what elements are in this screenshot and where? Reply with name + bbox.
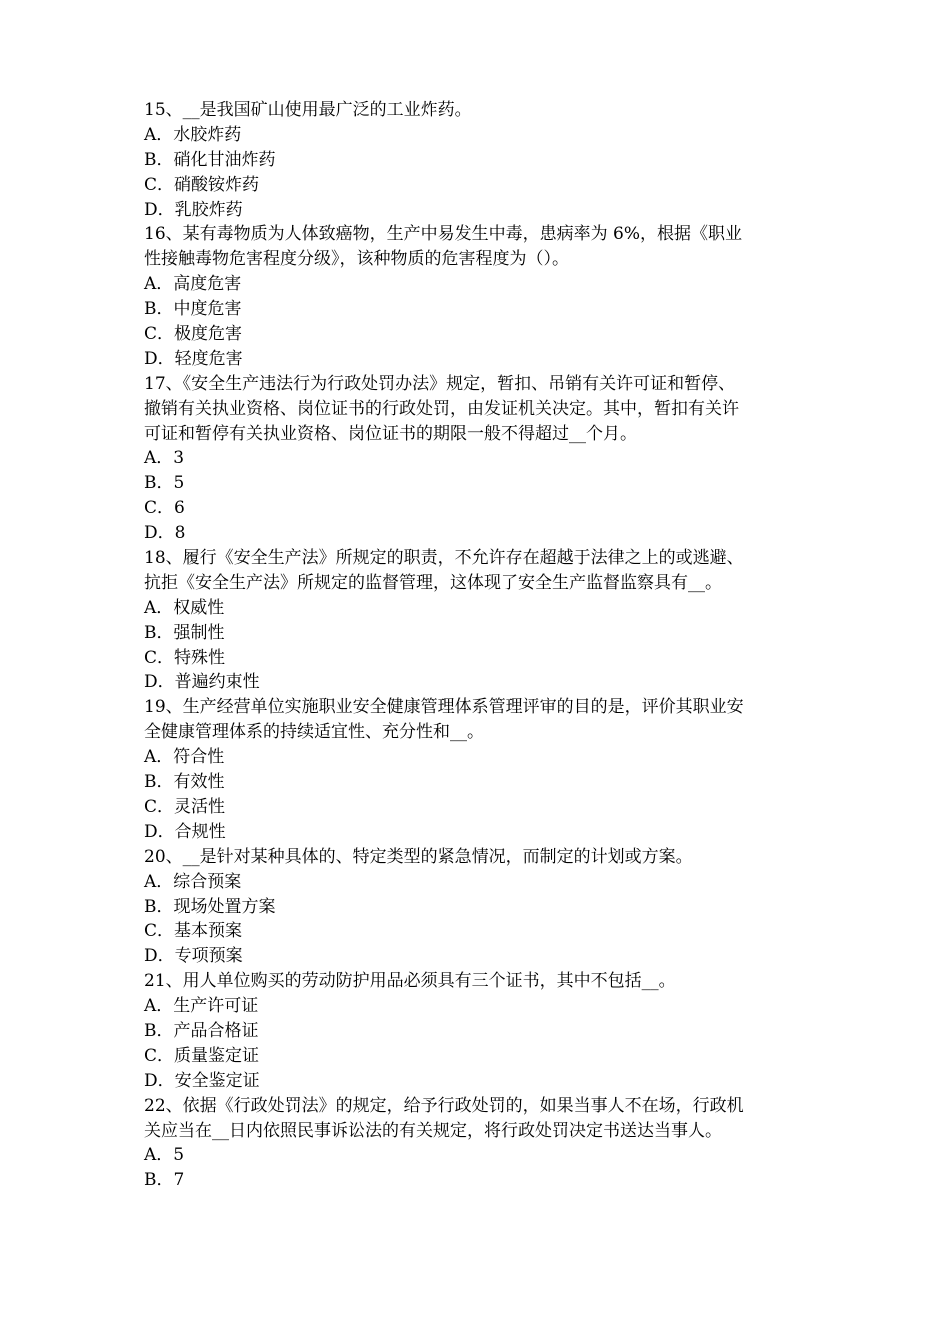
text-line: 可证和暂停有关执业资格、岗位证书的期限一般不得超过__个月。 [144,423,637,444]
text-line: D．8 [144,523,186,544]
text-line: A．3 [144,448,185,469]
text-line: B．现场处置方案 [144,896,276,917]
text-line: B．7 [144,1170,185,1191]
text-line: D．轻度危害 [144,348,243,369]
text-line: 撤销有关执业资格、岗位证书的行政处罚，由发证机关决定。其中，暂扣有关许 [144,398,739,419]
text-line: 19、生产经营单位实施职业安全健康管理体系管理评审的目的是，评价其职业安 [144,697,744,718]
text-line: 17、《安全生产违法行为行政处罚办法》规定，暂扣、吊销有关许可证和暂停、 [144,373,736,394]
text-line: C．基本预案 [144,921,243,942]
text-line: A．水胶炸药 [144,124,242,145]
text-line: B．硝化甘油炸药 [144,149,276,170]
text-line: C．灵活性 [144,796,226,817]
text-line: 21、用人单位购买的劳动防护用品必须具有三个证书，其中不包括__。 [144,971,676,992]
text-line: C．极度危害 [144,324,243,345]
text-line: B．有效性 [144,772,225,793]
text-line: D．普遍约束性 [144,672,260,693]
text-line: D．安全鉴定证 [144,1070,260,1091]
text-line: A．高度危害 [144,274,242,295]
text-line: A．5 [144,1145,185,1166]
text-line: B．中度危害 [144,299,242,320]
text-line: D．合规性 [144,821,226,842]
text-line: C．硝酸铵炸药 [144,174,260,195]
text-line: 22、依据《行政处罚法》的规定，给予行政处罚的，如果当事人不在场，行政机 [144,1095,744,1116]
text-line: C．特殊性 [144,647,226,668]
text-line: 抗拒《安全生产法》所规定的监督管理，这体现了安全生产监督监察具有__。 [144,572,722,593]
text-line: 15、__是我国矿山使用最广泛的工业炸药。 [144,100,472,120]
text-line: C．质量鉴定证 [144,1045,260,1066]
text-line: B．强制性 [144,622,225,643]
text-line: 性接触毒物危害程度分级》，该种物质的危害程度为（）。 [144,249,569,270]
text-line: 18、履行《安全生产法》所规定的职责，不允许存在超越于法律之上的或逃避、 [144,548,744,569]
text-line: A．生产许可证 [144,996,259,1017]
text-line: 20、__是针对某种具体的、特定类型的紧急情况，而制定的计划或方案。 [144,846,693,867]
text-line: D．专项预案 [144,946,243,967]
text-line: 全健康管理体系的持续适宜性、充分性和__。 [144,722,484,743]
text-line: 16、某有毒物质为人体致癌物，生产中易发生中毒，患病率为 6%，根据《职业 [144,224,743,245]
text-line: A．综合预案 [144,871,242,892]
text-line: A．权威性 [144,597,225,618]
text-line: D．乳胶炸药 [144,199,243,220]
text-line: A．符合性 [144,747,225,768]
text-line: B．5 [144,473,185,494]
text-line: 关应当在__日内依照民事诉讼法的有关规定，将行政处罚决定书送达当事人。 [144,1120,722,1141]
document-body [144,98,820,1193]
text-line: B．产品合格证 [144,1020,259,1041]
text-line: C．6 [144,498,185,519]
